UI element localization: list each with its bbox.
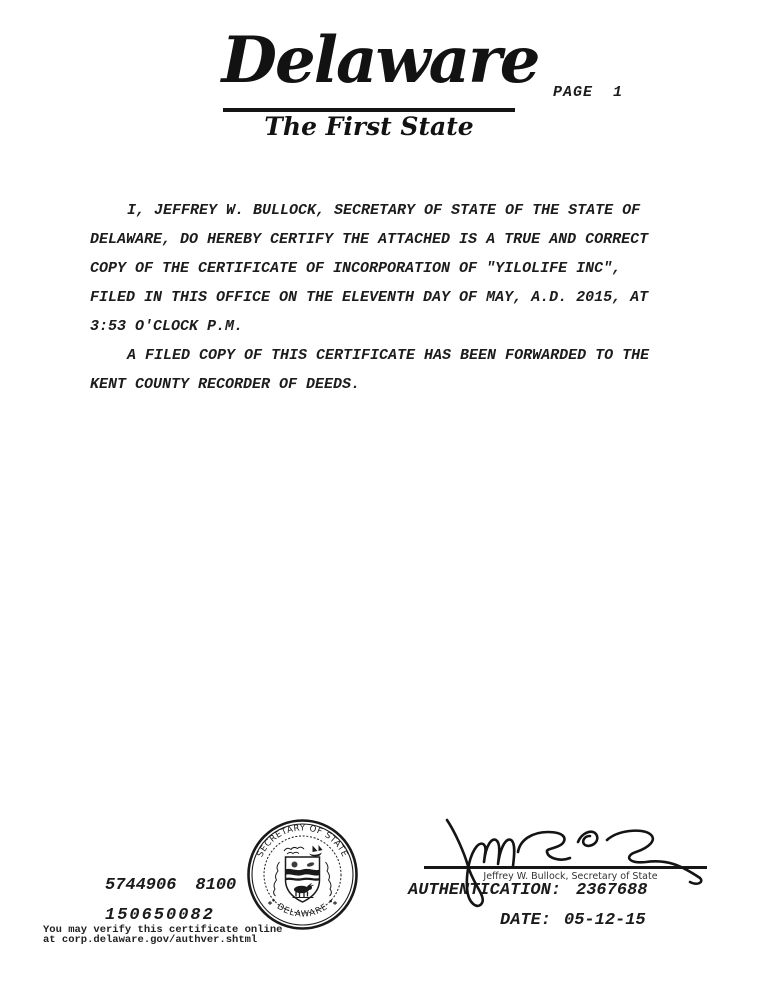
body-line: COPY OF THE CERTIFICATE OF INCORPORATION OF "YILOLIFE INC", [90, 260, 622, 277]
page-label: PAGE [553, 84, 594, 101]
seal-top-text: SECRETARY OF STATE [255, 823, 350, 859]
verification-note [43, 925, 282, 945]
authentication-label: AUTHENTICATION: [408, 881, 562, 900]
state-tagline: The First State [264, 112, 474, 141]
sr-number: 150650082 [105, 906, 215, 925]
page-label-gap [593, 84, 613, 101]
seal-bottom-text: • DELAWARE • [267, 895, 338, 920]
body-line: DELAWARE, DO HEREBY CERTIFY THE ATTACHED IS A TRUE AND CORRECT [90, 231, 649, 248]
signer-name-label: Jeffrey W. Bullock, Secretary of State [483, 871, 658, 882]
verification-note-line2: at corp.delaware.gov/authver.shtml [43, 934, 258, 946]
date-label: DATE: [500, 911, 552, 930]
secretary-of-state-seal-icon [246, 818, 359, 931]
page-indicator [553, 84, 623, 101]
state-name-title: Delaware [221, 23, 539, 98]
date-value: 05-12-15 [564, 911, 646, 930]
body-line: KENT COUNTY RECORDER OF DEEDS. [90, 376, 361, 393]
page-number: 1 [613, 84, 624, 101]
document-code: 8100 [195, 876, 237, 895]
secretary-signature-icon [420, 812, 720, 922]
file-number-row [105, 876, 236, 895]
certificate-body [90, 196, 690, 399]
body-line: 3:53 O'CLOCK P.M. [90, 318, 244, 335]
title-divider [223, 108, 515, 112]
verification-note-line1: You may verify this certificate online [43, 924, 283, 936]
body-line: A FILED COPY OF THIS CERTIFICATE HAS BEEN FORWARDED TO THE [127, 347, 650, 364]
body-line: FILED IN THIS OFFICE ON THE ELEVENTH DAY OF MAY, A.D. 2015, AT [90, 289, 649, 306]
body-line: I, JEFFREY W. BULLOCK, SECRETARY OF STATE OF THE STATE OF [127, 202, 641, 219]
file-number: 5744906 [105, 876, 177, 895]
authentication-number: 2367688 [576, 881, 648, 900]
